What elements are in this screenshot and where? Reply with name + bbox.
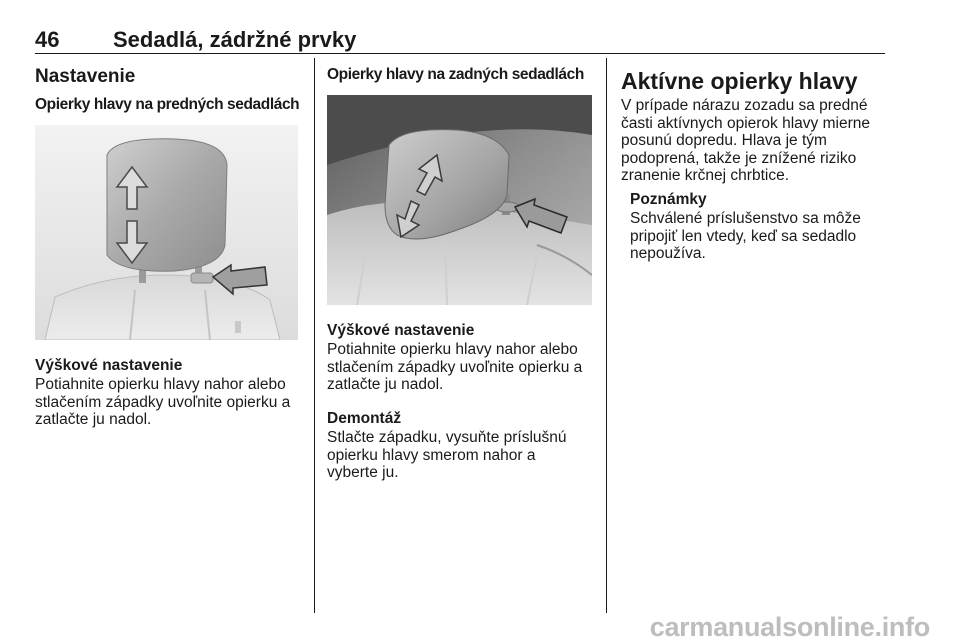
text-line: posunú dopredu. Hlava je tým <box>621 132 827 149</box>
text-line: podoprená, takže je znížené riziko <box>621 149 857 167</box>
text-line: Potiahnite opierku hlavy nahor alebo <box>35 376 286 393</box>
text-line: vyberte ju. <box>327 464 399 481</box>
header-rule <box>35 53 885 54</box>
page-number: 46 <box>35 27 60 52</box>
text-line: Potiahnite opierku hlavy nahor alebo <box>327 341 578 358</box>
text-line: zatlačte ju nadol. <box>35 411 152 428</box>
section-title-nastavenie: Nastavenie <box>35 66 136 87</box>
text-line: pripojiť len vtedy, keď sa sedadlo <box>630 227 857 245</box>
removal-text <box>327 429 602 482</box>
column-divider-right <box>606 58 607 613</box>
section-title-active-headrests: Aktívne opierky hlavy <box>621 68 858 94</box>
text-line: nepoužíva. <box>630 245 706 262</box>
note-title: Poznámky <box>630 191 707 208</box>
column-divider-left <box>314 58 315 613</box>
removal-title: Demontáž <box>327 410 402 427</box>
note-text <box>630 210 895 263</box>
subsection-front-headrests: Opierky hlavy na predných sedadlách <box>35 96 300 113</box>
rear-height-adjust-text <box>327 341 602 394</box>
active-headrests-text <box>621 97 896 185</box>
watermark: carmanualsonline.info <box>649 612 930 642</box>
text-line: stlačením západky uvoľnite opierku a <box>327 358 583 376</box>
text-line: opierku hlavy smerom nahor a <box>327 446 536 464</box>
front-height-adjust-title: Výškové nastavenie <box>35 357 183 374</box>
text-line: Stlačte západku, vysuňte príslušnú <box>327 429 567 446</box>
rear-height-adjust-title: Výškové nastavenie <box>327 322 475 339</box>
text-line: stlačením západky uvoľnite opierku a <box>35 393 291 411</box>
front-headrest-illustration <box>35 125 298 340</box>
text-line: časti aktívnych opierok hlavy mierne <box>621 114 870 132</box>
subsection-rear-headrests: Opierky hlavy na zadných sedadlách <box>327 66 584 83</box>
text-line: Schválené príslušenstvo sa môže <box>630 210 861 227</box>
text-line: zranenie krčnej chrbtice. <box>621 167 789 184</box>
front-height-adjust-text <box>35 376 310 429</box>
text-line: V prípade nárazu zozadu sa predné <box>621 97 868 114</box>
rear-headrest-illustration <box>327 95 592 305</box>
chapter-title: Sedadlá, zádržné prvky <box>113 27 357 52</box>
text-line: zatlačte ju nadol. <box>327 376 444 393</box>
